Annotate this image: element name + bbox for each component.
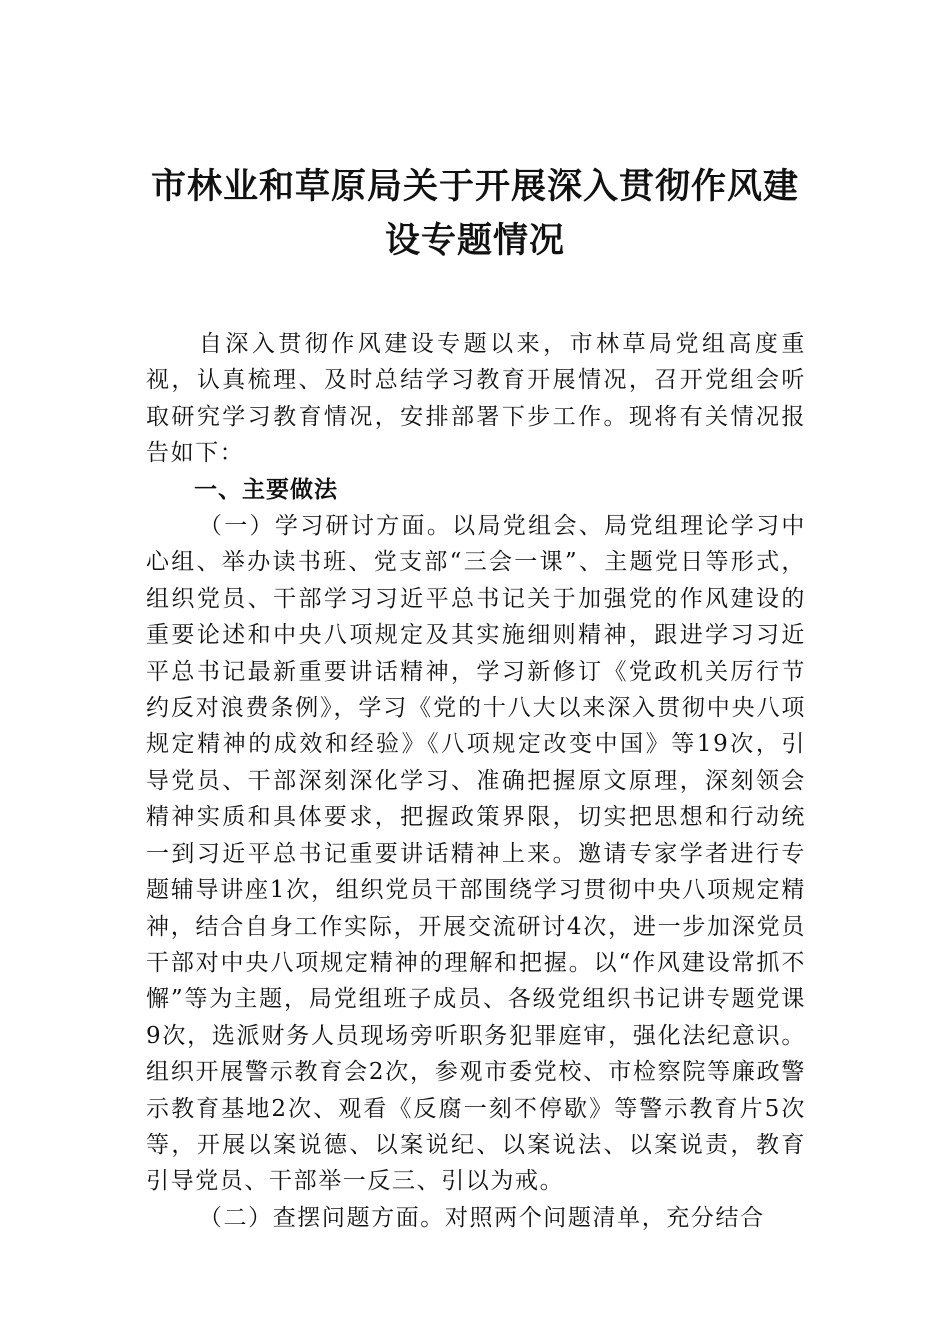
paragraph-study-discussion-text: 以局党组会、局党组理论学习中心组、举办读书班、党支部“三会一课”、主题党日等形式，组织党员、干部学习习近平总书记关于加强党的作风建设的重要论述和中央八项规定及其实施细则精神，跟进学习习近平总书记最新重要讲话精神，学习新修订《党政机关厉行节约反对浪费条例》，学习《党的十八大以来深入贯彻中央八项规定精神的成效和经验》《八项规定改变中国》等19次，引导党员、干部深刻深化学习、准确把握原文原理，深刻领会精神实质和具体要求，把握政策界限，切实把思想和行动统一到习近平总书记重要讲话精神上来。邀请专家学者进行专题辅导讲座1次，组织党员干部围绕学习贯彻中央八项规定精神，结合自身工作实际，开展交流研讨4次，进一步加深党员干部对中央八项规定精神的理解和把握。以“作风建设常抓不懈”等为主题，局党组班子成员、各级党组织书记讲专题党课9次，选派财务人员现场旁听职务犯罪庭审，强化法纪意识。组织开展警示教育会2次，参观市委党校、市检察院等廉政警示教育基地2次、观看《反腐一刻不停歇》等警示教育片5次等，开展以案说德、以案说纪、以案说法、以案说责，教育引导党员、干部举一反三、引以为戒。 <box>146 513 806 1195</box>
paragraph-study-discussion <box>146 508 806 1200</box>
paragraph-problem-finding-text: 对照两个问题清单，充分结合 <box>444 1204 765 1231</box>
title-line-1: 市林业和草原局关于开展深入贯彻作风建 <box>150 166 799 207</box>
intro-paragraph: 自深入贯彻作风建设专题以来，市林草局党组高度重视，认真梳理、及时总结学习教育开展情况，召开党组会听取研究学习教育情况，安排部署下步工作。现将有关情况报告如下： <box>146 331 806 467</box>
document-body <box>146 326 806 1236</box>
paragraph-problem-finding <box>146 1200 806 1236</box>
subheading-problem-finding: （二）查摆问题方面。 <box>198 1204 445 1231</box>
title-line-2: 设专题情况 <box>384 220 565 261</box>
document-title <box>140 160 810 268</box>
section-heading-main-practices: 一、主要做法 <box>194 476 338 503</box>
subheading-study-discussion: （一）学习研讨方面。 <box>198 513 453 540</box>
